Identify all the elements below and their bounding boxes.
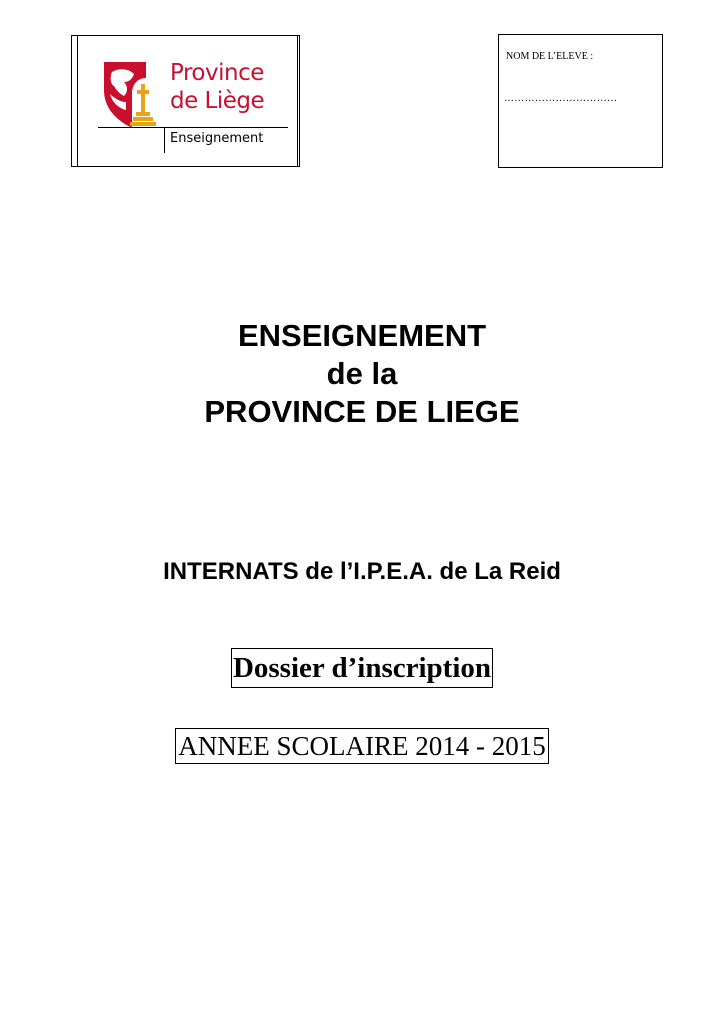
province-shield-logo-icon: [102, 58, 162, 130]
logo-box: [71, 35, 300, 167]
dossier-wrap: [0, 648, 724, 688]
student-name-field[interactable]: ……………………………: [504, 93, 618, 104]
perron-column-shaft: [141, 94, 145, 112]
title-line-1: ENSEIGNEMENT: [237, 318, 487, 353]
perron-column-capital: [137, 90, 149, 94]
internat-subtitle: INTERNATS de l’I.P.E.A. de La Reid: [163, 558, 561, 585]
perron-column-top: [141, 84, 145, 90]
school-year: ANNEE SCOLAIRE 2014 - 2015: [175, 728, 548, 764]
perron-column-step3: [130, 122, 156, 126]
student-name-label: NOM DE L’ELEVE :: [506, 51, 594, 62]
school-year-wrap: [0, 728, 724, 764]
perron-column-step2: [133, 117, 153, 121]
title-line-2: de la: [326, 356, 398, 391]
brand-line-province: Province: [170, 60, 264, 86]
page-title: [0, 317, 724, 431]
title-line-3: PROVINCE DE LIEGE: [204, 394, 520, 429]
logo-inner-frame: [77, 36, 298, 166]
dossier-title: Dossier d’inscription: [231, 648, 493, 688]
logo-vertical-rule: [164, 127, 165, 153]
student-name-box: [498, 34, 663, 168]
logo-horizontal-rule: [98, 127, 288, 128]
perron-column-step1: [136, 112, 150, 116]
brand-line-de-liege: de Liège: [170, 88, 265, 114]
brand-subtitle: Enseignement: [170, 131, 264, 146]
